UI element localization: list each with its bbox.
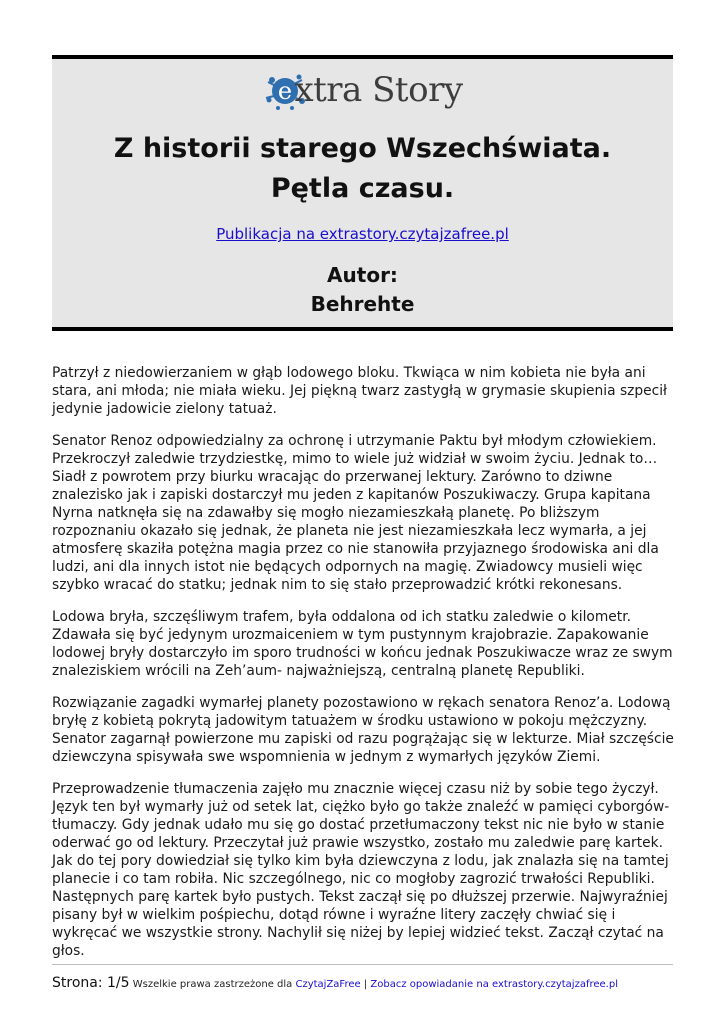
page-footer: [52, 975, 692, 991]
author-name: Behrehte: [310, 292, 415, 316]
paragraph-5: Przeprowadzenie tłumaczenia zajęło mu znacznie więcej czasu niż by sobie tego życzył. Język ten był wymarły już od setek lat, ciężko było go także znaleźć w pamięci cyborgów-tłumaczy. Gdy jednak udało mu się go dostać przetłumaczony tekst nic nie było w stanie oderwać go od lektury. Przeczytał już prawie wszystko, zostało mu zaledwie parę kartek. Jak do tej pory dowiedział się tylko kim była dziewczyna z lodu, jak znalazła się na tamtej planecie i co tam robiła. Nic szczególnego, nic co mogłoby zagrozić trwałości Republiki. Następnych parę kartek było pustych. Tekst zaczął się po dłuższej przerwie. Najwyraźniej pisany był w wielkim pośpiechu, dotąd równe i wyraźne litery zaczęły chwiać się i wykręcać we wszystkie strony. Nachylił się niżej by lepiej widzieć tekst. Zaczął czytać na głos.: [52, 781, 670, 959]
paragraph-4: Rozwiązanie zagadki wymarłej planety pozostawiono w rękach senatora Renoz’a. Lodową bryłę z kobietą pokrytą jadowitym tatuażem w środku ustawiono w pokoju mężczyzny. Senator zagarnął powierzone mu zapiski od razu pogrążając się w lekturze. Miał szczęście dziewczyna spisywała swe wspomnienia w jednym z wymarłych języków Ziemi.: [52, 695, 674, 765]
footer-divider: [52, 964, 673, 965]
paragraph-2: Senator Renoz odpowiedzialny za ochronę i utrzymanie Paktu był młodym człowiekiem. Przekroczył zaledwie trzydziestkę, mimo to wiele już widział w swoim życiu. Jednak to… Siadł z powrotem przy biurku wracając do przerwanej lektury. Zarówno to dziwne znalezisko jak i zapiski dostarczył mu jeden z kapitanów Poszukiwaczy. Grupa kapitana Nyrna natknęła się na zdawałby się mogło niezamieszkałą planetę. Po bliższym rozpoznaniu okazało się jednak, że planeta nie jest niezamieszkała lecz wymarła, a jej atmosferę skaziła potężna magia przez co nie stanowiła przyjaznego środowiska ani dla ludzi, ani dla innych istot nie będących odpornych na magię. Zwiadowcy musieli więc szybko wracać do statku; jednak nim to się stało przeprowadzić krótki rekonesans.: [52, 433, 659, 593]
extra-story-logo: [52, 65, 673, 115]
story-body: [52, 364, 676, 974]
rights-text: Wszelkie prawa zastrzeżone dla: [129, 979, 296, 990]
paragraph-1: Patrzył z niedowierzaniem w głąb lodowego bloku. Tkwiąca w nim kobieta nie była ani stara, ani młoda; nie miała wieku. Jej piękną twarz zastygłą w grymasie skupienia szpecił jedynie jadowicie zielony tatuaż.: [52, 365, 667, 417]
title-line-1: Z historii starego Wszechświata.: [113, 133, 612, 164]
page-number: Strona: 1/5: [52, 975, 130, 991]
czytajzafree-link[interactable]: CzytajZaFree: [295, 979, 361, 990]
story-title: [62, 129, 663, 209]
title-line-2: Pętla czasu.: [270, 173, 455, 204]
logo-wordmark: xtra Story: [294, 70, 463, 110]
publication-link[interactable]: Publikacja na extrastory.czytajzafree.pl: [216, 225, 509, 243]
logo-letter-e: e: [278, 77, 293, 105]
document-header: [52, 55, 673, 331]
author-label: Autor:: [327, 263, 398, 287]
paragraph-3: Lodowa bryła, szczęśliwym trafem, była oddalona od ich statku zaledwie o kilometr. Zdawała się być jedynym urozmaiceniem w tym pustynnym krajobrazie. Zapakowanie lodowej bryły dostarczyło im sporo trudności w końcu jednak Poszukiwacze wraz ze swym znaleziskiem wrócili na Zeh’aum- najważniejszą, centralną planetę Republiki.: [52, 609, 673, 679]
story-link[interactable]: Zobacz opowiadanie na extrastory.czytajzafree.pl: [370, 979, 618, 990]
footer-separator: |: [360, 979, 371, 990]
